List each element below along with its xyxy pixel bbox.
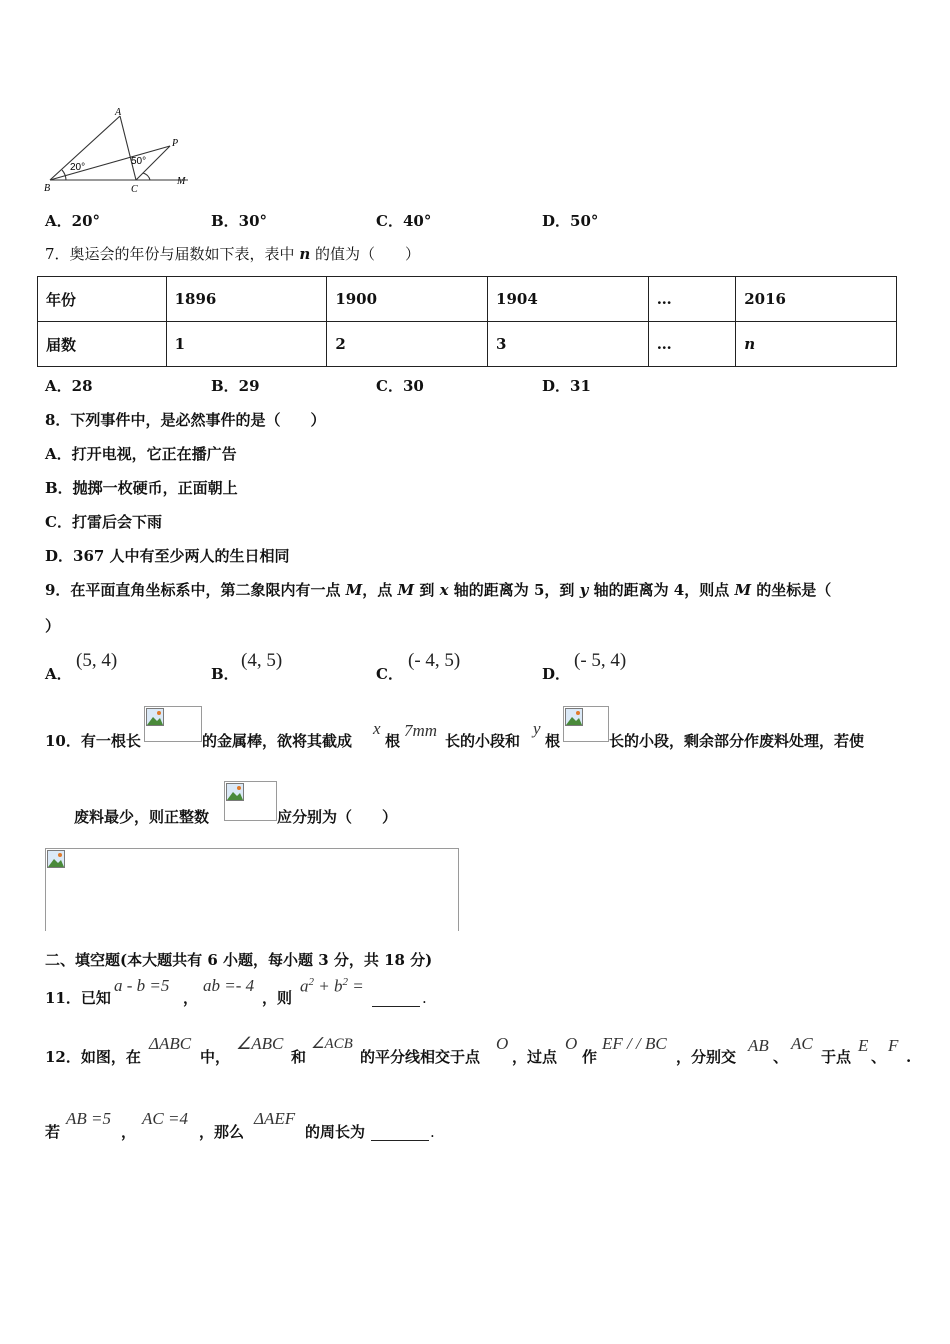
q6-option-c: C．40° [376, 212, 432, 230]
q12-text-10: 、 [871, 1048, 887, 1066]
q7-option-b: B．29 [211, 377, 260, 395]
q12-text-9: 于点 [821, 1048, 852, 1066]
q12-text-7: ，分别交 [676, 1048, 737, 1066]
q11-answer-blank[interactable] [372, 988, 420, 1007]
q7-stem: 7．奥运会的年份与届数如下表，表中 n 的值为（ ） [45, 245, 421, 263]
q12-text-15: 的周长为 [305, 1123, 366, 1141]
q12-expr-13: ΔAEF [254, 1109, 296, 1128]
q9-option-c-letter: C． [376, 665, 403, 683]
q9-option-a-letter: A． [45, 665, 72, 683]
table-cell: … [648, 322, 736, 367]
q12-expr-12: AC =4 [142, 1109, 188, 1128]
q9-option-b-value: (4, 5) [241, 650, 283, 671]
q11-expr-3: $a^2 + b^2$ = [300, 976, 364, 996]
broken-image-icon [47, 850, 65, 868]
q11-text-1: 11．已知 [45, 989, 111, 1007]
table-cell: n [736, 322, 897, 367]
q12-text-12: 若 [45, 1123, 61, 1141]
table-cell: 届数 [38, 322, 167, 367]
q10-text-4: 长的小段和 [445, 732, 521, 750]
q9-stem-end: ） [45, 617, 61, 635]
broken-image-icon [565, 708, 583, 726]
broken-image-placeholder [224, 781, 277, 821]
table-cell: 1896 [166, 277, 327, 322]
table-cell: 1 [166, 322, 327, 367]
q12-text-4: 的平分线相交于点 [360, 1048, 481, 1066]
q12-expr-6: EF / / BC [602, 1034, 667, 1053]
q11-text-2: ， [183, 989, 199, 1007]
q11-text-3: ，则 [262, 989, 293, 1007]
q10-text-8: 应分别为（ ） [277, 808, 398, 826]
q10-text-5: 根 [545, 732, 561, 750]
q6-option-a: A．20° [45, 212, 101, 230]
q9-option-b-letter: B． [211, 665, 239, 683]
q9-option-c-value: (- 4, 5) [408, 650, 461, 671]
q10-y: y [533, 719, 541, 738]
q7-option-c: C．30 [376, 377, 424, 395]
section-2-heading: 二、填空题(本大题共有 6 小题，每小题 3 分，共 18 分) [45, 951, 433, 969]
q10-text-1: 10．有一根长 [45, 732, 141, 750]
label-P: P [172, 138, 179, 149]
q10-text-6: 长的小段，剩余部分作废料处理，若使 [609, 732, 865, 750]
q8-option-a: A．打开电视，它正在播广告 [45, 445, 237, 463]
q10-text-7: 废料最少，则正整数 [74, 808, 210, 826]
table-cell: 2 [327, 322, 488, 367]
table-cell: 1904 [488, 277, 649, 322]
table-cell: 3 [488, 322, 649, 367]
table-cell: 年份 [38, 277, 167, 322]
q12-expr-5: O [565, 1034, 578, 1053]
table-cell: 1900 [327, 277, 488, 322]
q12-text-13: ， [121, 1123, 137, 1141]
q12-text-3: 和 [291, 1048, 307, 1066]
q9-option-a-value: (5, 4) [76, 650, 118, 671]
label-C: C [131, 184, 138, 195]
q7-option-d: D．31 [542, 377, 591, 395]
q9-option-d-letter: D． [542, 665, 571, 683]
q12-text-14: ，那么 [199, 1123, 245, 1141]
table-cell: 2016 [736, 277, 897, 322]
geometry-figure [40, 104, 200, 196]
table-row [38, 277, 897, 322]
q11-expr-1: a - b =5 [114, 976, 170, 995]
olympics-table [37, 276, 897, 367]
q12-text-6: 作 [582, 1048, 598, 1066]
q10-text-3: 根 [385, 732, 401, 750]
angle-50: 50° [131, 156, 147, 167]
label-B: B [44, 183, 51, 194]
q8-option-c: C．打雷后会下雨 [45, 513, 162, 531]
q9-stem: 9．在平面直角坐标系中，第二象限内有一点 M，点 M 到 x 轴的距离为 5，到 y 轴的距离为 4，则点 M 的坐标是（ [45, 581, 832, 599]
angle-20: 20° [70, 162, 86, 173]
q12-answer-blank[interactable] [371, 1122, 429, 1141]
table-row [38, 322, 897, 367]
broken-image-icon [226, 783, 244, 801]
q6-option-b: B．30° [211, 212, 268, 230]
q12-expr-8: AC [791, 1034, 813, 1053]
q12-expr-2: ∠ABC [236, 1034, 284, 1053]
q9-option-d-value: (- 5, 4) [574, 650, 627, 671]
q12-expr-9: E [858, 1036, 869, 1055]
q12-text-11: . [906, 1048, 912, 1066]
q6-option-d: D．50° [542, 212, 599, 230]
q11-end: . [422, 989, 427, 1007]
q12-expr-11: AB =5 [66, 1109, 111, 1128]
broken-image-icon [146, 708, 164, 726]
broken-image-placeholder [45, 848, 459, 931]
q12-text-1: 12．如图，在 [45, 1048, 141, 1066]
q12-expr-1: ΔABC [149, 1034, 192, 1053]
q12-end: . [430, 1123, 435, 1141]
q12-expr-10: F [888, 1036, 899, 1055]
q10-text-2: 的金属棒，欲将其截成 [202, 732, 353, 750]
q8-stem: 8．下列事件中，是必然事件的是（ ） [45, 411, 326, 429]
q12-text-8: 、 [773, 1048, 789, 1066]
q12-text-5: ，过点 [512, 1048, 558, 1066]
q10-x: x [373, 719, 381, 738]
broken-image-placeholder [144, 706, 202, 742]
q8-option-b: B．抛掷一枚硬币，正面朝上 [45, 479, 238, 497]
q10-length: 7mm [404, 721, 438, 740]
q11-expr-2: ab =- 4 [203, 976, 255, 995]
q8-option-d: D．367 人中有至少两人的生日相同 [45, 547, 290, 565]
q12-expr-3: ∠ACB [311, 1036, 353, 1052]
table-cell: … [648, 277, 736, 322]
q7-option-a: A．28 [45, 377, 93, 395]
broken-image-placeholder [563, 706, 609, 742]
q12-text-2: 中， [200, 1048, 231, 1066]
q12-expr-4: O [496, 1034, 509, 1053]
label-A: A [115, 107, 122, 118]
q12-expr-7: AB [748, 1036, 769, 1055]
label-M: M [177, 176, 186, 187]
